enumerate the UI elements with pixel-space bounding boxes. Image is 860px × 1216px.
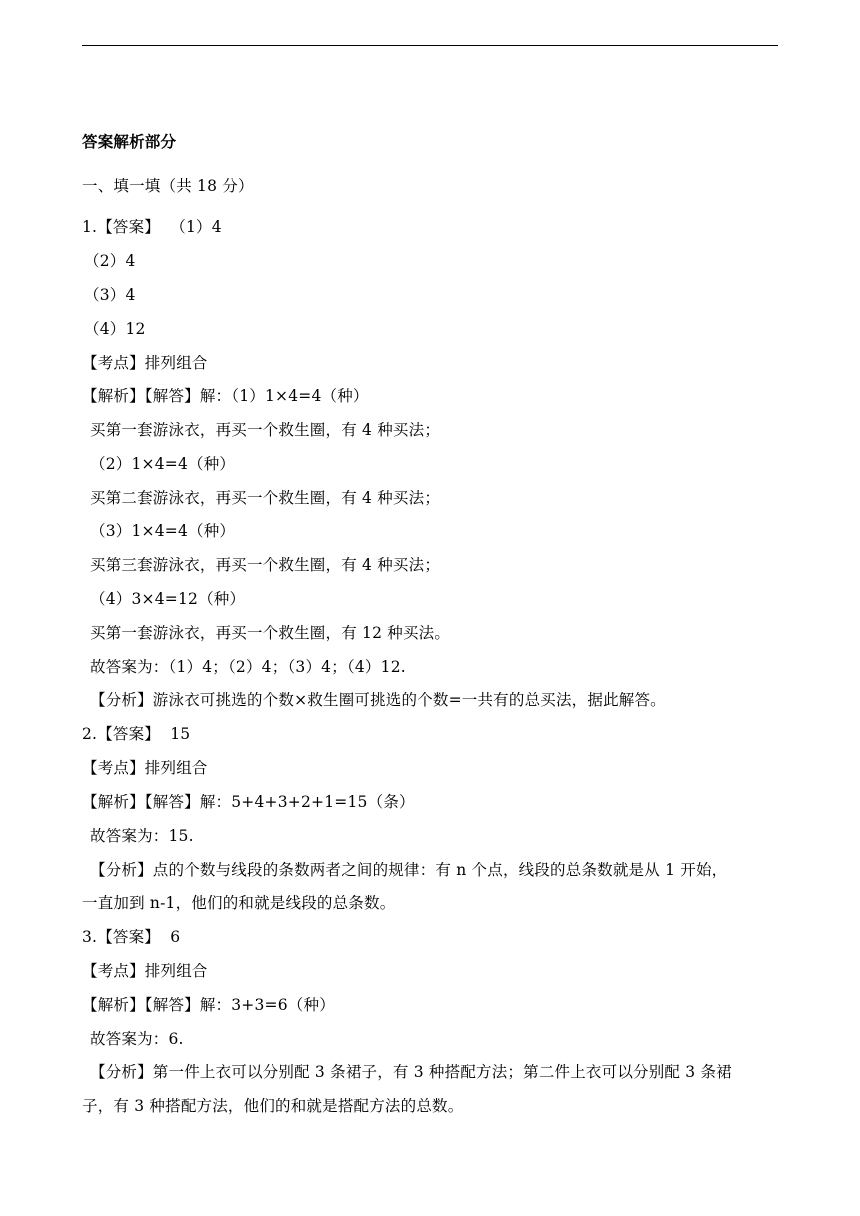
q2-answer: 2.【答案】 15 <box>82 725 191 743</box>
q1-kaodian: 【考点】排列组合 <box>82 354 208 372</box>
q3-kaodian: 【考点】排列组合 <box>82 962 208 980</box>
q1-line-1: 买第一套游泳衣，再买一个救生圈，有 4 种买法； <box>90 421 441 439</box>
q1-line-8: 故答案为：（1）4；（2）4；（3）4；（4）12. <box>90 658 406 676</box>
q1-line-7: 买第一套游泳衣，再买一个救生圈，有 12 种买法。 <box>90 624 451 642</box>
q3-line-1: 故答案为：6. <box>90 1030 184 1048</box>
q1-line-2: （2）1×4=4（种） <box>90 455 236 473</box>
section-title: 一、填一填（共 18 分） <box>82 177 254 195</box>
q3-fenxi-1: 【分析】第一件上衣可以分别配 3 条裙子，有 3 种搭配方法；第二件上衣可以分别配 3 条裙 <box>90 1063 732 1081</box>
q2-jiexi: 【解析】【解答】解：5+4+3+2+1=15（条） <box>82 793 415 811</box>
q1-jiexi: 【解析】【解答】解：（1）1×4=4（种） <box>82 387 369 405</box>
q3-jiexi: 【解析】【解答】解：3+3=6（种） <box>82 996 335 1014</box>
q1-answer-2: （2）4 <box>84 252 136 270</box>
q1-line-6: （4）3×4=12（种） <box>90 590 246 608</box>
q1-line-5: 买第三套游泳衣，再买一个救生圈，有 4 种买法； <box>90 556 441 574</box>
q1-line-3: 买第二套游泳衣，再买一个救生圈，有 4 种买法； <box>90 489 441 507</box>
q1-answer-3: （3）4 <box>84 286 136 304</box>
q3-answer: 3.【答案】 6 <box>82 928 181 946</box>
q1-answer: 1.【答案】 （1）4 <box>82 218 222 236</box>
q1-answer-4: （4）12 <box>84 320 146 338</box>
q2-fenxi-2: 一直加到 n-1，他们的和就是线段的总条数。 <box>82 894 396 912</box>
header-rule <box>82 45 778 46</box>
q2-fenxi-1: 【分析】点的个数与线段的条数两者之间的规律：有 n 个点，线段的总条数就是从 1 开始， <box>90 861 728 879</box>
q1-line-4: （3）1×4=4（种） <box>90 522 236 540</box>
q3-fenxi-2: 子，有 3 种搭配方法，他们的和就是搭配方法的总数。 <box>82 1097 464 1115</box>
q2-kaodian: 【考点】排列组合 <box>82 759 208 777</box>
q1-fenxi: 【分析】游泳衣可挑选的个数×救生圈可挑选的个数=一共有的总买法，据此解答。 <box>90 691 666 709</box>
page-heading: 答案解析部分 <box>82 132 177 151</box>
q2-line-1: 故答案为：15. <box>90 827 194 845</box>
